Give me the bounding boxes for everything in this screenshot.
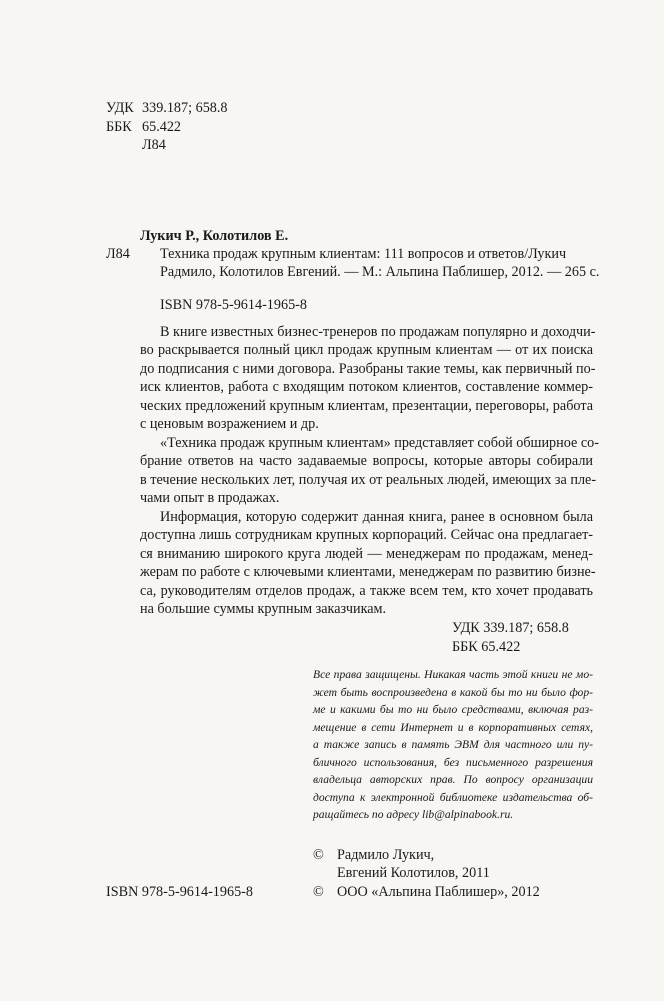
abstract-line: Информация, которую содержит данная книга, ранее в основном была xyxy=(160,509,593,525)
udk-value: 339.187; 658.8 xyxy=(142,100,228,116)
abstract-bbk: ББК 65.422 xyxy=(452,639,521,655)
rights-line: бличного использования, без письменного разрешения xyxy=(313,756,593,769)
abstract-line: ся вниманию широкого круга людей — менеджерам по продажам, менед- xyxy=(140,546,593,562)
udk-line xyxy=(106,99,228,117)
bbk-value: 65.422 xyxy=(142,119,182,135)
abstract-line: доступна лишь сотрудникам крупных корпораций. Сейчас она предлагает- xyxy=(140,527,593,543)
copyright-publisher xyxy=(313,883,540,902)
abstract-line: с ценовым возражением и др. xyxy=(140,416,319,432)
abstract-line: «Техника продаж крупным клиентам» представляет собой обширное со- xyxy=(160,435,599,451)
rights-line: а также запись в память ЭВМ для частного или пу- xyxy=(313,738,593,751)
abstract-udk: УДК 339.187; 658.8 xyxy=(452,620,569,636)
abstract-line: ческих предложений крупным клиентам, презентации, переговоры, работа xyxy=(140,398,593,414)
rights-line: жет быть воспроизведена в какой бы то ни было фор- xyxy=(313,686,593,699)
bbk-label: ББК xyxy=(106,119,132,135)
title-line-1: Техника продаж крупным клиентам: 111 вопросов и ответов/Лукич xyxy=(160,246,567,262)
copyright-symbol: © xyxy=(313,847,324,863)
title-line-2: Радмило, Колотилов Евгений. — М.: Альпина Паблишер, 2012. — 265 с. xyxy=(160,264,600,280)
rights-line: мещение в сети Интернет и в корпоративных сетях, xyxy=(313,721,593,734)
abstract-line: брание ответов на часто задаваемые вопросы, которые авторы собирали xyxy=(140,453,593,469)
copyright-publisher-name: ООО «Альпина Паблишер», 2012 xyxy=(337,884,540,900)
copyright-authors xyxy=(313,846,434,865)
abstract-line: чами опыт в продажах. xyxy=(140,490,280,506)
author-mark-top: Л84 xyxy=(142,137,166,153)
copyright-symbol: © xyxy=(313,884,324,900)
udk-label: УДК xyxy=(106,100,134,116)
rights-line: доступа к электронной библиотеке издательства об- xyxy=(313,791,593,804)
authors: Лукич Р., Колотилов Е. xyxy=(140,228,289,244)
rights-line: ме и какими бы то ни было средствами, включая раз- xyxy=(313,703,593,716)
abstract-line: са, руководителям отделов продаж, а также всем тем, кто хочет продавать xyxy=(140,583,593,599)
bbk-line xyxy=(106,118,181,136)
abstract-line: до подписания с ними договора. Разобраны такие темы, как первичный по- xyxy=(140,361,596,377)
abstract-line: В книге известных бизнес-тренеров по продажам популярно и доходчи- xyxy=(160,324,596,340)
abstract-line: во раскрывается полный цикл продаж крупным клиентам — от их поиска xyxy=(140,342,593,358)
author-mark: Л84 xyxy=(106,246,130,262)
rights-line: Все права защищены. Никакая часть этой книги не мо- xyxy=(313,668,593,681)
abstract-line: в течение нескольких лет, получая их от реальных людей, имеющих за пле- xyxy=(140,472,597,488)
abstract-line: жерам по работе с ключевыми клиентами, менеджерам по развитию бизне- xyxy=(140,564,596,580)
isbn-footer: ISBN 978-5-9614-1965-8 xyxy=(106,884,253,900)
rights-line: ращайтесь по адресу lib@alpinabook.ru. xyxy=(313,808,514,821)
abstract-line: на большие суммы крупным заказчикам. xyxy=(140,601,387,617)
copyright-authors-line-1: Радмило Лукич, xyxy=(337,847,435,863)
abstract-line: иск клиентов, работа с входящим потоком клиентов, составление коммер- xyxy=(140,379,593,395)
copyright-authors-line-2: Евгений Колотилов, 2011 xyxy=(337,865,490,881)
isbn-header: ISBN 978-5-9614-1965-8 xyxy=(160,297,307,313)
rights-line: владельца авторских прав. По вопросу организации xyxy=(313,773,593,786)
